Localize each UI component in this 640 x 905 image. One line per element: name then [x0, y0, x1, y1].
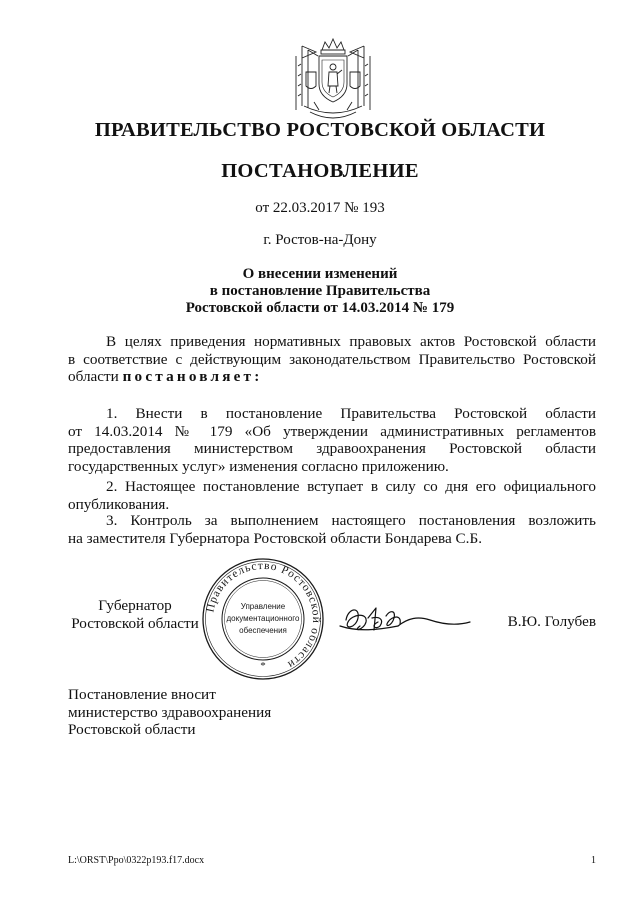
item-line: 1. Внести в постановление Правительства Ростовской области	[106, 405, 596, 422]
item-line: от 14.03.2014 № 179 «Об утверждении административных регламентов	[68, 422, 596, 440]
stamp-star-icon: *	[260, 660, 266, 672]
signer-name: В.Ю. Голубев	[507, 613, 596, 630]
preamble-line: в соответствие с действующим законодательством Правительство Ростовской	[68, 350, 596, 368]
document-date-number: от 22.03.2017 № 193	[255, 200, 385, 216]
preamble-paragraph	[68, 333, 596, 386]
stamp-inner-line: Управление	[240, 602, 286, 611]
rostov-oblast-coat-of-arms-icon	[292, 36, 374, 128]
item-line: 3. Контроль за выполнением настоящего постановления возложить	[106, 512, 596, 529]
item-1-paragraph	[68, 405, 596, 475]
footer-file-path: L:\ORST\Ppo\0322p193.f17.docx	[68, 855, 205, 866]
subject-line: в постановление Правительства	[209, 283, 431, 299]
signer-role-line: Губернатор	[98, 597, 172, 614]
handwritten-signature	[338, 596, 478, 644]
official-stamp	[201, 557, 325, 681]
signer-role-line: Ростовской области	[71, 615, 199, 632]
item-line: 2. Настоящее постановление вступает в силу со дня его официального	[106, 478, 596, 495]
enacting-word: постановляет:	[122, 368, 263, 385]
subject-line: О внесении изменений	[242, 266, 398, 282]
submitted-by-line: Ростовской области	[68, 721, 196, 738]
signer-role	[68, 597, 202, 633]
item-line: опубликования.	[68, 495, 170, 513]
document-place: г. Ростов-на-Дону	[263, 232, 377, 248]
document-type: ПОСТАНОВЛЕНИЕ	[221, 160, 419, 182]
item-line: государственных услуг» изменения согласно приложению.	[68, 457, 449, 475]
document-subject	[0, 266, 640, 317]
submitted-by-line: Постановление вносит	[68, 686, 216, 703]
subject-line: Ростовской области от 14.03.2014 № 179	[185, 300, 455, 316]
submitted-by-block	[68, 686, 271, 739]
stamp-inner-line: документационного	[226, 614, 300, 623]
page-number: 1	[591, 855, 596, 866]
stamp-inner-line: обеспечения	[239, 626, 287, 635]
preamble-prefix: области	[68, 368, 119, 385]
item-line: предоставления министерством здравоохранения Ростовской области	[68, 440, 596, 457]
submitted-by-line: министерство здравоохранения	[68, 703, 272, 721]
government-title: ПРАВИТЕЛЬСТВО РОСТОВСКОЙ ОБЛАСТИ	[94, 119, 546, 141]
item-line: на заместителя Губернатора Ростовской области Бондарева С.Б.	[68, 529, 482, 547]
item-3-paragraph	[68, 512, 596, 547]
item-2-paragraph	[68, 478, 596, 513]
preamble-line	[68, 368, 596, 386]
preamble-line: В целях приведения нормативных правовых актов Ростовской области	[106, 333, 596, 350]
stamp-outer-text: Правительство Ростовской области	[204, 559, 323, 671]
